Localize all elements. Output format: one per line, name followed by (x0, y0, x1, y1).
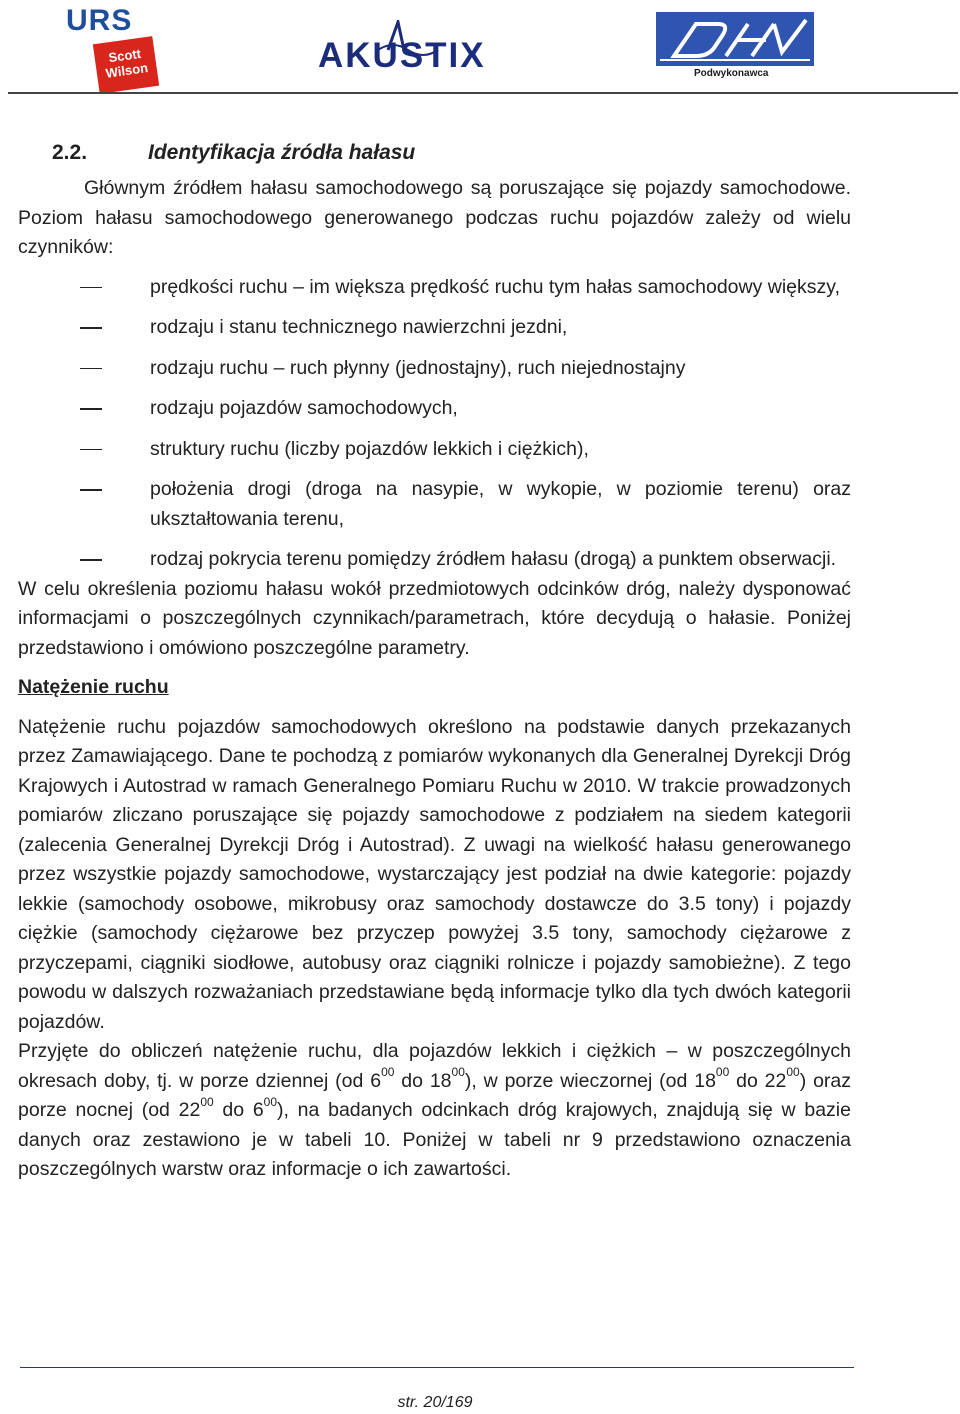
footer-divider (20, 1367, 854, 1368)
dash-bullet-icon (80, 489, 102, 491)
parameters-paragraph: W celu określenia poziomu hałasu wokół przedmiotowych odcinków dróg, należy dysponować informacjami o poszczególnych czynnikach/parametrach, które decydują o hałasie. Poniżej przedstawiono i omówiono poszczególne parametry. (18, 577, 851, 659)
page-number: str. 20/169 (397, 1394, 473, 1411)
traffic-periods-paragraph: Przyjęte do obliczeń natężenie ruchu, dla pojazdów lekkich i ciężkich – w poszczególnych okresach doby, tj. w porze dziennej (od $6^{00}$ do $18^{00}$), w porze wieczornej (od $18^{00}$ do $22^{00}$) oraz porze nocnej (od $22^{00}$ do $6^{00}$), na badanych odcinkach dróg krajowych, znajdują się w bazie danych oraz zestawiono je w tabeli 10. Poniżej w tabeli nr 9 przedstawiono oznaczenia poszczególnych warstw oraz informacje o ich zawartości. (18, 1040, 852, 1180)
traffic-paragraph: Natężenie ruchu pojazdów samochodowych określono na podstawie danych przekazanych przez Zamawiającego. Dane te pochodzą z pomiarów wykonanych dla Generalnej Dyrekcji Dróg Krajowych i Autostrad w ramach Generalnego Pomiaru Ruchu w 2010. W trakcie prowadzonych pomiarów zliczano poruszające się pojazdy samochodowe z podziałem na siedem kategorii (zalecenia Generalnej Dyrekcji Dróg i Autostrad). Z uwagi na wielkość hałasu generowanego przez wszystkie pojazdy samochodowe, wystarczający jest podział na dwie kategorie: pojazdy lekkie (samochody osobowe, mikrobusy oraz samochody dostawcze do 3.5 tony) i pojazdy ciężkie (samochody ciężarowe bez przyczep powyżej 3.5 tony, samochody ciężarowe z przyczepami, ciągniki siodłowe, autobusy oraz ciągniki rolnicze i pojazdy samobieżne). Z tego powodu w dalszych rozważaniach przedstawiane będą informacje tylko dla tych dwóch kategorii pojazdów. (18, 715, 851, 1033)
section-number: 2.2. (52, 141, 88, 164)
section-heading (52, 138, 851, 168)
list-item: rodzaju pojazdów samochodowych, (18, 394, 851, 424)
dhv-logo-mark (656, 12, 814, 66)
document-body (18, 138, 851, 1185)
header-divider (8, 92, 958, 94)
list-item: położenia drogi (droga na nasypie, w wykopie, w poziomie terenu) oraz ukształtowania terenu, (18, 475, 851, 534)
dhv-wordmark-icon (656, 12, 814, 66)
dhv-logo (656, 12, 814, 80)
dhv-caption: Podwykonawca (694, 68, 769, 79)
list-item: prędkości ruchu – im większa prędkość ruchu tym hałas samochodowy większy, (18, 273, 851, 303)
urs-scott-wilson-logo (66, 4, 158, 90)
intro-paragraph: Głównym źródłem hałasu samochodowego są poruszające się pojazdy samochodowe. Poziom hałasu samochodowego generowanego podczas ruchu pojazdów zależy od wielu czynników: (18, 177, 851, 258)
list-item: rodzaju ruchu – ruch płynny (jednostajny), ruch niejednostajny (18, 354, 851, 384)
urs-logo-text: URS (66, 4, 133, 37)
dash-bullet-icon (80, 327, 102, 329)
scott-wilson-badge (93, 36, 159, 94)
subsection-title: Natężenie ruchu (18, 676, 169, 698)
akustix-logo (318, 20, 503, 76)
wilson-logo-text: Wilson (104, 60, 149, 81)
dash-bullet-icon (80, 368, 102, 370)
scott-logo-text: Scott (107, 45, 142, 66)
section-title: Identyfikacja źródła hałasu (148, 141, 416, 164)
dash-bullet-icon (80, 559, 102, 561)
dash-bullet-icon (80, 449, 102, 451)
page-header (0, 0, 960, 96)
dash-bullet-icon (80, 287, 102, 289)
list-item: struktury ruchu (liczby pojazdów lekkich i ciężkich), (18, 435, 851, 465)
dash-bullet-icon (80, 408, 102, 410)
factors-list (18, 273, 851, 575)
akustix-logo-text: AKUSTIX (318, 36, 486, 75)
list-item: rodzaj pokrycia terenu pomiędzy źródłem hałasu (drogą) a punktem obserwacji. (18, 545, 851, 575)
list-item: rodzaju i stanu technicznego nawierzchni jezdni, (18, 313, 851, 343)
